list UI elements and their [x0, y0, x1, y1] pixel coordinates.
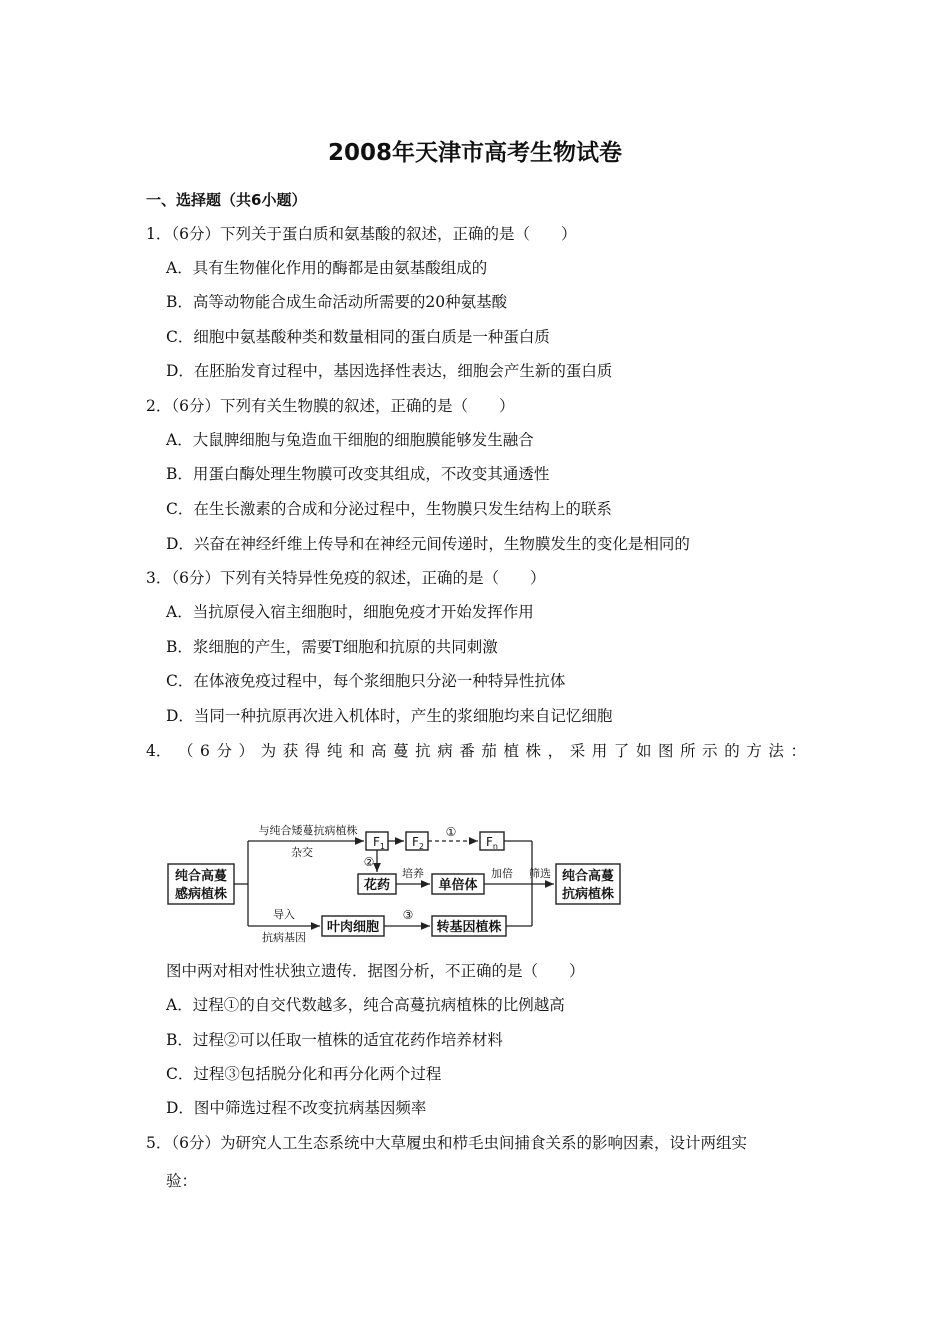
question-4-stem-char: 得: [304, 742, 321, 760]
question-2-stem: 2．（6分）下列有关生物膜的叙述，正确的是（ ）: [146, 397, 515, 415]
question-2-option-a: A．大鼠脾细胞与兔造血干细胞的细胞膜能够发生融合: [166, 431, 534, 449]
question-1-option-b: B．高等动物能合成生命活动所需要的20种氨基酸: [166, 293, 508, 311]
question-1-option-c: C．细胞中氨基酸种类和数量相同的蛋白质是一种蛋白质: [166, 328, 550, 346]
f1-label: $F_1$: [373, 835, 385, 851]
anther-label: 花药: [363, 878, 391, 893]
cross-sub-label: 杂交: [291, 846, 313, 859]
screen-label: 筛选: [529, 867, 551, 880]
import-sub-label: 抗病基因: [262, 931, 306, 944]
breeding-flow-diagram: [160, 820, 630, 950]
question-3-option-c: C．在体液免疫过程中，每个浆细胞只分泌一种特异性抗体: [166, 672, 566, 690]
cross-label: 与纯合矮蔓抗病植株: [258, 824, 358, 837]
question-2-option-b: B．用蛋白酶处理生物膜可改变其组成，不改变其通透性: [166, 465, 550, 483]
question-4-stem-char: 为: [260, 742, 277, 760]
question-4-stem-char: 法: [768, 742, 784, 760]
question-4-stem-char: 图: [658, 742, 674, 760]
question-4-stem-char: 所: [680, 742, 696, 760]
question-4-stem-char: 抗: [415, 742, 431, 760]
question-1-stem: 1．（6分）下列关于蛋白质和氨基酸的叙述，正确的是（ ）: [146, 225, 577, 243]
question-4-option-c: C．过程③包括脱分化和再分化两个过程: [166, 1065, 442, 1083]
question-4-stem-char: 番: [459, 742, 475, 760]
fn-label: $F_n$: [486, 835, 498, 851]
question-3-option-a: A．当抗原侵入宿主细胞时，细胞免疫才开始发挥作用: [166, 603, 534, 621]
question-3-option-b: B．浆细胞的产生，需要T细胞和抗原的共同刺激: [166, 638, 498, 656]
question-4-stem-char: ，: [547, 742, 564, 760]
culture-label: 培养: [402, 867, 424, 880]
step-3-marker: ③: [402, 908, 414, 922]
page-title: 2008年天津市高考生物试卷: [327, 140, 622, 166]
section-heading: 一、选择题（共6小题）: [146, 191, 307, 209]
question-4-stem-char: 和: [348, 742, 365, 760]
question-2-option-c: C．在生长激素的合成和分泌过程中，生物膜只发生结构上的联系: [166, 500, 612, 518]
question-4-stem-char: 的: [724, 742, 740, 760]
step-2-marker: ②: [363, 855, 375, 869]
end-plant-line-2: 抗病植株: [561, 887, 615, 902]
question-4-stem-char: 4．: [146, 742, 172, 760]
start-plant-line-2: 感病植株: [174, 887, 228, 902]
question-4-stem-char: 用: [591, 742, 608, 760]
start-plant-line-1: 纯合高蔓: [174, 869, 228, 884]
haploid-label: 单倍体: [438, 878, 478, 893]
question-5-stem: 5．（6分）为研究人工生态系统中大草履虫和栉毛虫间捕食关系的影响因素，设计两组实: [146, 1134, 747, 1152]
transgenic-label: 转基因植株: [436, 920, 502, 935]
question-4-stem-char: 了: [613, 742, 630, 760]
step-1-marker: ①: [445, 825, 457, 839]
question-4-stem-char: 高: [371, 742, 387, 760]
question-4-option-d: D．图中筛选过程不改变抗病基因频率: [166, 1099, 427, 1117]
question-4-stem-char: 如: [635, 742, 652, 760]
question-5-stem-cont: 验：: [166, 1172, 198, 1190]
question-4-stem-char: （: [177, 742, 194, 760]
question-4-stem-char: ）: [238, 742, 255, 760]
question-4-stem-char: 茄: [481, 742, 497, 760]
mesophyll-label: 叶肉细胞: [326, 920, 380, 935]
question-4-stem-char: 纯: [326, 742, 343, 760]
question-4-stem-char: ：: [790, 742, 806, 760]
question-4-stem-char: 示: [702, 742, 718, 760]
end-plant-line-1: 纯合高蔓: [561, 869, 615, 884]
question-4-stem-char: 方: [746, 742, 762, 760]
question-4-stem-char: 6: [200, 742, 210, 760]
question-2-option-d: D．兴奋在神经纤维上传导和在神经元间传递时，生物膜发生的变化是相同的: [166, 535, 690, 553]
question-4-stem-char: 蔓: [393, 742, 409, 760]
question-3-option-d: D．当同一种抗原再次进入机体时，产生的浆细胞均来自记忆细胞: [166, 707, 613, 725]
import-label: 导入: [273, 908, 295, 921]
question-1-option-a: A．具有生物催化作用的酶都是由氨基酸组成的: [166, 259, 488, 277]
question-4-stem-2: 图中两对相对性状独立遗传．据图分析，不正确的是（ ）: [166, 962, 585, 980]
f2-label: $F_2$: [412, 835, 424, 851]
question-4-stem-char: 植: [503, 742, 519, 760]
question-3-stem: 3．（6分）下列有关特异性免疫的叙述，正确的是（ ）: [146, 569, 546, 587]
question-4-stem-char: 获: [282, 742, 299, 760]
question-4-stem-char: 分: [216, 742, 232, 760]
question-4-stem-char: 病: [437, 742, 453, 760]
question-4-stem: [146, 741, 806, 761]
question-1-option-d: D．在胚胎发育过程中，基因选择性表达，细胞会产生新的蛋白质: [166, 362, 613, 380]
question-4-stem-char: 株: [525, 742, 542, 760]
question-4-stem-char: 采: [569, 742, 586, 760]
question-4-option-b: B．过程②可以任取一植株的适宜花药作培养材料: [166, 1031, 503, 1049]
question-4-option-a: A．过程①的自交代数越多，纯合高蔓抗病植株的比例越高: [166, 996, 565, 1014]
double-label: 加倍: [491, 867, 513, 880]
